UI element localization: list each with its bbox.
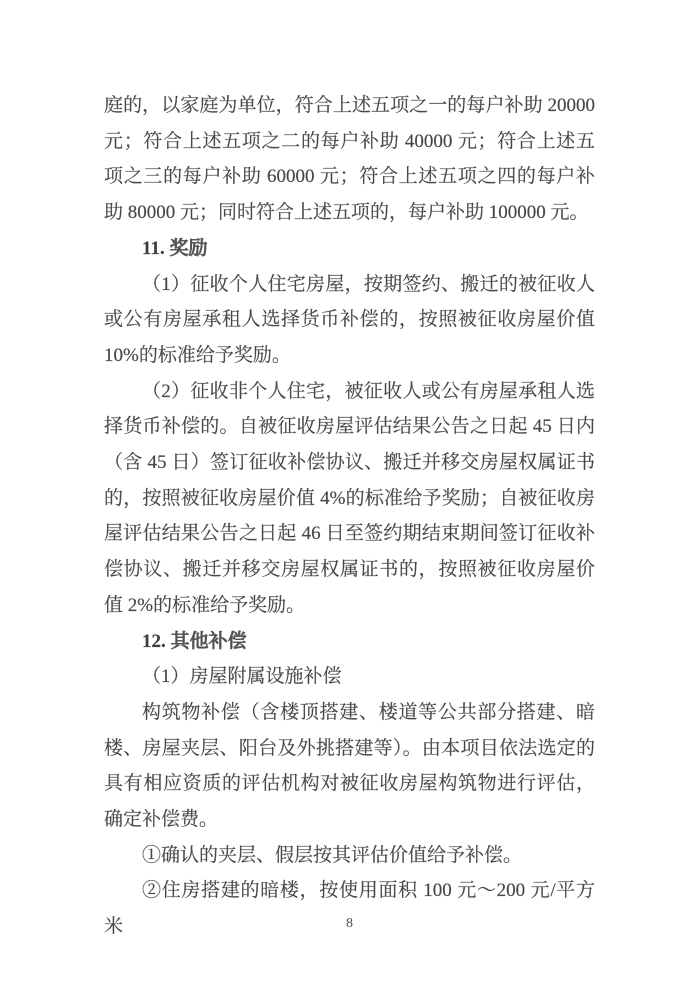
para-house-ancillary-facilities: （1）房屋附属设施补偿 <box>142 666 342 688</box>
para-family-subsidy-amounts: 庭的，以家庭为单位，符合上述五项之一的每户补助 20000 元；符合上述五项之二的每户补助 40000 元；符合上述五项之三的每户补助 60000 元；符合上述五项之四的每户补助 80000 元；同时符合上述五项的，每户补助 100000 元。 <box>104 95 595 224</box>
heading-12-other-compensation: 12. 其他补偿 <box>142 630 247 652</box>
document-body <box>104 88 595 945</box>
page-number: 8 <box>346 916 353 931</box>
para-item-2-dark-attic: ②住房搭建的暗楼，按使用面积 100 元～200 元/平方米 <box>104 880 595 938</box>
para-item-1-mezzanine: ①确认的夹层、假层按其评估价值给予补偿。 <box>142 844 523 866</box>
para-reward-non-residential: （2）征收非个人住宅，被征收人或公有房屋承租人选择货币补偿的。自被征收房屋评估结果公告之日起 45 日内（含 45 日）签订征收补偿协议、搬迁并移交房屋权属证书的，按照被征收房屋价值 4%的标准给予奖励；自被征收房屋评估结果公告之日起 46 日至签约期结束期间签订征收补偿协议、搬迁并移交房屋权属证书的，按照被征收房屋价值 2%的标准给予奖励。 <box>104 380 595 616</box>
para-reward-residential: （1）征收个人住宅房屋，按期签约、搬迁的被征收人或公有房屋承租人选择货币补偿的，按照被征收房屋价值10%的标准给予奖励。 <box>104 273 595 366</box>
para-structures-compensation: 构筑物补偿（含楼顶搭建、楼道等公共部分搭建、暗楼、房屋夹层、阳台及外挑搭建等）。由本项目依法选定的具有相应资质的评估机构对被征收房屋构筑物进行评估，确定补偿费。 <box>104 701 595 831</box>
heading-11-rewards: 11. 奖励 <box>142 237 208 259</box>
